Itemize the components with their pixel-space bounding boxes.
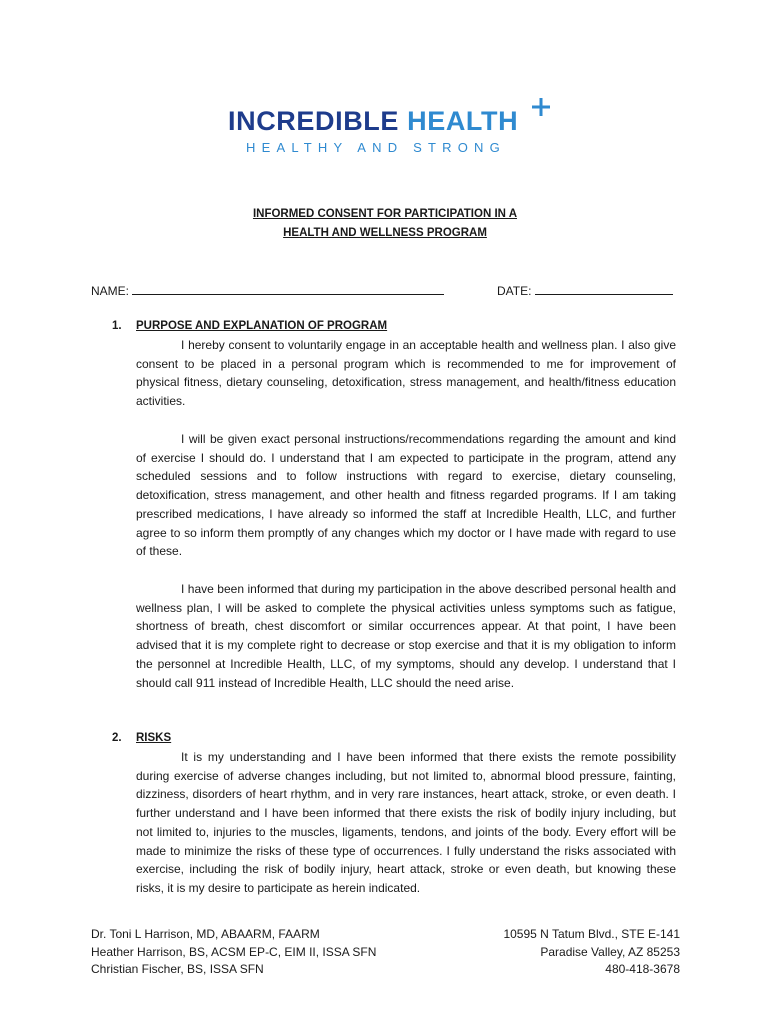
section-title: RISKS: [136, 732, 172, 744]
incredible-health-logo: [228, 96, 558, 158]
logo-wordmark: [228, 106, 518, 137]
name-blank-line[interactable]: [132, 283, 444, 295]
footer-address-line: 10595 N Tatum Blvd., STE E-141: [503, 927, 680, 941]
plus-icon: [532, 98, 550, 116]
paragraph-purpose-2: I will be given exact personal instructions/recommendations regarding the amount and kind of exercise I should do. I understand that I am expected to participate in the program, attend any scheduled sessions and to follow instructions with regard to exercise, dietary counseling, detoxification, stress management, and other health and fitness regarded programs. If I am taking prescribed medications, I have already so informed the staff at Incredible Health, LLC, and further agree to so inform them promptly of any changes which my doctor or I have made with regard to use of these.: [136, 432, 676, 559]
section-title: PURPOSE AND EXPLANATION OF PROGRAM: [136, 320, 388, 332]
name-label: NAME:: [91, 284, 130, 298]
footer-address: [503, 926, 680, 979]
footer-staff-line: Christian Fischer, BS, ISSA SFN: [91, 962, 264, 976]
date-label: DATE:: [497, 284, 532, 298]
footer-staff-line: Dr. Toni L Harrison, MD, ABAARM, FAARM: [91, 927, 320, 941]
paragraph-risks-1: It is my understanding and I have been informed that there exists the remote possibility during exercise of adverse changes including, but not limited to, abnormal blood pressure, fainting, dizziness, disorders of heart rhythm, and in very rare instances, heart attack, stroke, or even death. I further understand and I have been informed that there exists the risk of bodily injury including, but not limited to, injuries to the muscles, ligaments, tendons, and joints of the body. Every effort will be made to minimize the risks of these type of occurrences. I fully understand the risks associated with exercise, including the risk of bodily injury, heart attack, stroke or even death, but knowing these risks, it is my desire to participate as herein indicated.: [136, 750, 676, 895]
document-title-line-1: INFORMED CONSENT FOR PARTICIPATION IN A: [252, 208, 518, 220]
footer-staff-line: Heather Harrison, BS, ACSM EP-C, EIM II, ISSA SFN: [91, 944, 377, 959]
paragraph-purpose-3: I have been informed that during my participation in the above described personal health and wellness plan, I will be asked to complete the physical activities unless symptoms such as fatigue, shortness of breath, chest discomfort or similar occurrences appear. At that point, I have been advised that it is my complete right to decrease or stop exercise and that it is my obligation to inform the personnel at Incredible Health, LLC, of my symptoms, should any develop. I understand that I should call 911 instead of Incredible Health, LLC should the need arise.: [136, 582, 676, 690]
date-blank-line[interactable]: [535, 283, 673, 295]
logo-brand-light: HEALTH: [407, 106, 519, 136]
paragraph-purpose-1: I hereby consent to voluntarily engage in an acceptable health and wellness plan. I also give consent to be placed in a personal program which is recommended to me for improvement of physical fitness, dietary counseling, detoxification, stress management, and health/fitness education activities.: [136, 338, 676, 409]
document-title-line-2: HEALTH AND WELLNESS PROGRAM: [283, 227, 487, 239]
section-number: 2.: [112, 732, 122, 744]
date-field[interactable]: [497, 283, 673, 298]
section-number: 1.: [112, 320, 122, 332]
footer-address-line: Paradise Valley, AZ 85253: [540, 944, 680, 959]
logo-brand-dark: INCREDIBLE: [228, 106, 400, 136]
footer-phone: 480-418-3678: [605, 962, 680, 976]
logo-tagline: HEALTHY AND STRONG: [246, 140, 506, 155]
footer-staff: [91, 926, 376, 979]
name-field[interactable]: [91, 283, 444, 298]
